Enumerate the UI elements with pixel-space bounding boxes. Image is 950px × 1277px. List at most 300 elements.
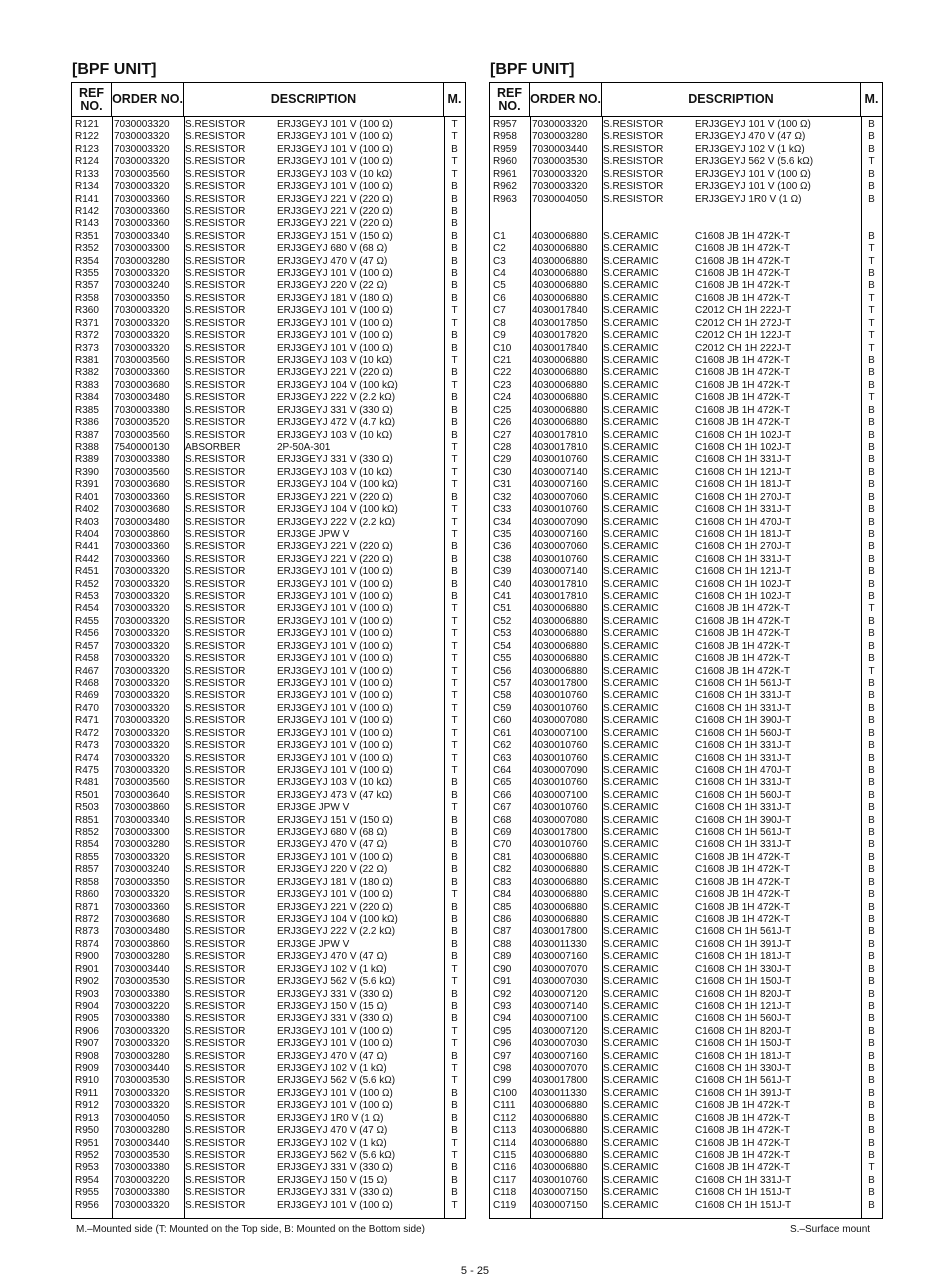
- table-row: [72, 864, 465, 876]
- cell-mounted-side: B: [451, 330, 458, 342]
- cell-description: S.CERAMIC: [603, 230, 659, 242]
- cell-order-no: 7030003560: [114, 355, 170, 367]
- cell-description: S.CERAMIC: [603, 1162, 659, 1174]
- cell-mounted-side: T: [451, 690, 458, 702]
- cell-order-no: 4030007070: [532, 963, 588, 975]
- cell-order-no: 7030003320: [114, 603, 170, 615]
- cell-description: S.RESISTOR: [185, 690, 246, 702]
- cell-spec: ERJ3GEYJ 101 V (100 Ω): [277, 181, 393, 193]
- cell-ref: C98: [493, 1063, 512, 1075]
- cell-spec: ERJ3GEYJ 101 V (100 Ω): [277, 1100, 393, 1112]
- table-row: [72, 951, 465, 963]
- cell-mounted-side: T: [868, 243, 875, 255]
- cell-description: S.CERAMIC: [603, 839, 659, 851]
- table-row: [490, 877, 882, 889]
- cell-ref: R959: [493, 143, 517, 155]
- table-row: [72, 554, 465, 566]
- cell-description: S.CERAMIC: [603, 1038, 659, 1050]
- cell-mounted-side: B: [868, 615, 875, 627]
- cell-spec: ERJ3GEYJ 221 V (220 Ω): [277, 491, 393, 503]
- cell-description: S.RESISTOR: [185, 181, 246, 193]
- table-row: [72, 765, 465, 777]
- right-header-m: M.: [864, 92, 879, 106]
- cell-order-no: 7030003280: [114, 839, 170, 851]
- table-row: [490, 330, 882, 342]
- cell-description: S.CERAMIC: [603, 764, 659, 776]
- cell-order-no: 4030006880: [532, 1162, 588, 1174]
- table-row: [490, 280, 882, 292]
- cell-order-no: 7030003860: [114, 802, 170, 814]
- cell-ref: R384: [75, 392, 99, 404]
- cell-ref: R371: [75, 317, 99, 329]
- cell-spec: ERJ3GEYJ 470 V (47 Ω): [695, 131, 806, 143]
- cell-order-no: 7030003320: [114, 889, 170, 901]
- cell-mounted-side: B: [868, 355, 875, 367]
- cell-mounted-side: B: [868, 851, 875, 863]
- table-row: [490, 380, 882, 392]
- cell-ref: C23: [493, 379, 512, 391]
- cell-order-no: 4030010760: [532, 839, 588, 851]
- right-section-title: [BPF UNIT]: [490, 61, 575, 78]
- cell-order-no: 4030006880: [532, 280, 588, 292]
- cell-spec: C1608 JB 1H 472K-T: [695, 243, 791, 255]
- table-row: [72, 989, 465, 1001]
- cell-mounted-side: B: [868, 764, 875, 776]
- cell-ref: R874: [75, 938, 99, 950]
- cell-spec: ERJ3GEYJ 101 V (100 Ω): [277, 715, 393, 727]
- cell-mounted-side: T: [451, 1063, 458, 1075]
- table-row: [72, 194, 465, 206]
- cell-ref: R134: [75, 181, 99, 193]
- cell-description: S.RESISTOR: [185, 193, 246, 205]
- cell-spec: ERJ3GEYJ 1R0 V (1 Ω): [695, 193, 802, 205]
- cell-order-no: 7030003320: [114, 143, 170, 155]
- cell-description: S.CERAMIC: [603, 1063, 659, 1075]
- cell-description: S.RESISTOR: [185, 342, 246, 354]
- cell-mounted-side: B: [868, 864, 875, 876]
- cell-spec: C1608 CH 1H 331J-T: [695, 752, 792, 764]
- table-row: [490, 926, 882, 938]
- cell-description: S.CERAMIC: [603, 752, 659, 764]
- cell-description: S.RESISTOR: [185, 715, 246, 727]
- cell-ref: C93: [493, 1000, 512, 1012]
- cell-ref: R469: [75, 690, 99, 702]
- cell-mounted-side: B: [451, 591, 458, 603]
- cell-ref: R903: [75, 988, 99, 1000]
- cell-ref: C100: [493, 1087, 517, 1099]
- cell-ref: C57: [493, 677, 512, 689]
- cell-order-no: 7030003340: [114, 230, 170, 242]
- cell-order-no: 4030006880: [532, 355, 588, 367]
- cell-mounted-side: B: [868, 814, 875, 826]
- cell-order-no: 7030003320: [114, 665, 170, 677]
- cell-ref: R960: [493, 156, 517, 168]
- cell-spec: ERJ3GEYJ 331 V (330 Ω): [277, 988, 393, 1000]
- cell-description: S.RESISTOR: [185, 305, 246, 317]
- cell-ref: R481: [75, 777, 99, 789]
- cell-mounted-side: B: [868, 1038, 875, 1050]
- cell-spec: C1608 CH 1H 331J-T: [695, 690, 792, 702]
- table-row: [490, 852, 882, 864]
- cell-mounted-side: B: [451, 876, 458, 888]
- cell-ref: C84: [493, 889, 512, 901]
- cell-spec: ERJ3GEYJ 103 V (10 kΩ): [277, 429, 393, 441]
- cell-order-no: 4030007060: [532, 491, 588, 503]
- cell-description: S.RESISTOR: [185, 1025, 246, 1037]
- cell-spec: C1608 JB 1H 472K-T: [695, 280, 791, 292]
- cell-mounted-side: B: [451, 938, 458, 950]
- cell-ref: C119: [493, 1199, 517, 1211]
- table-row: [72, 939, 465, 951]
- table-row: [490, 1175, 882, 1187]
- cell-ref: R357: [75, 280, 99, 292]
- cell-description: S.RESISTOR: [185, 615, 246, 627]
- table-row: [490, 231, 882, 243]
- cell-mounted-side: B: [451, 827, 458, 839]
- table-row: [72, 268, 465, 280]
- table-row: [490, 1100, 882, 1112]
- cell-ref: R382: [75, 367, 99, 379]
- cell-spec: C2012 CH 1H 222J-T: [695, 305, 792, 317]
- cell-order-no: 4030010760: [532, 553, 588, 565]
- cell-order-no: 7030003320: [114, 752, 170, 764]
- cell-description: S.CERAMIC: [603, 963, 659, 975]
- cell-order-no: 4030006880: [532, 653, 588, 665]
- cell-description: S.CERAMIC: [603, 951, 659, 963]
- cell-spec: ERJ3GEYJ 101 V (100 Ω): [277, 740, 393, 752]
- cell-description: S.CERAMIC: [603, 491, 659, 503]
- cell-ref: R141: [75, 193, 99, 205]
- table-row: [72, 417, 465, 429]
- table-row: [490, 1063, 882, 1075]
- cell-ref: R958: [493, 131, 517, 143]
- cell-ref: R467: [75, 665, 99, 677]
- cell-ref: R871: [75, 901, 99, 913]
- cell-description: S.CERAMIC: [603, 1075, 659, 1087]
- cell-spec: ERJ3GEYJ 331 V (330 Ω): [277, 1187, 393, 1199]
- cell-order-no: 7030003320: [114, 578, 170, 590]
- cell-mounted-side: T: [868, 292, 875, 304]
- cell-description: S.CERAMIC: [603, 528, 659, 540]
- cell-description: S.RESISTOR: [185, 1100, 246, 1112]
- cell-spec: ERJ3GEYJ 101 V (100 Ω): [277, 677, 393, 689]
- cell-order-no: 4030010760: [532, 740, 588, 752]
- cell-ref: C9: [493, 330, 506, 342]
- cell-spec: ERJ3GEYJ 470 V (47 Ω): [277, 1050, 388, 1062]
- cell-order-no: 4030017810: [532, 591, 588, 603]
- cell-order-no: 7030003530: [114, 976, 170, 988]
- table-row: [490, 703, 882, 715]
- cell-ref: R911: [75, 1087, 99, 1099]
- cell-description: S.RESISTOR: [185, 466, 246, 478]
- cell-ref: R402: [75, 504, 99, 516]
- cell-ref: C27: [493, 429, 512, 441]
- cell-spec: C1608 JB 1H 472K-T: [695, 1100, 791, 1112]
- cell-spec: ERJ3GEYJ 562 V (5.6 kΩ): [695, 156, 814, 168]
- cell-spec: ERJ3GEYJ 104 V (100 kΩ): [277, 479, 398, 491]
- cell-mounted-side: B: [868, 1100, 875, 1112]
- cell-spec: C1608 CH 1H 331J-T: [695, 777, 792, 789]
- cell-ref: C89: [493, 951, 512, 963]
- cell-spec: C1608 JB 1H 472K-T: [695, 292, 791, 304]
- cell-mounted-side: B: [868, 715, 875, 727]
- cell-description: S.RESISTOR: [185, 491, 246, 503]
- table-row: [72, 156, 465, 168]
- cell-ref: R963: [493, 193, 517, 205]
- cell-mounted-side: T: [868, 330, 875, 342]
- cell-spec: C1608 CH 1H 391J-T: [695, 1087, 792, 1099]
- cell-spec: ERJ3GEYJ 473 V (47 kΩ): [277, 789, 393, 801]
- table-row: [72, 430, 465, 442]
- cell-description: S.RESISTOR: [185, 1087, 246, 1099]
- cell-order-no: 4030007100: [532, 789, 588, 801]
- cell-order-no: 7030003860: [114, 938, 170, 950]
- cell-ref: R453: [75, 591, 99, 603]
- cell-ref: C4: [493, 268, 506, 280]
- table-row: [72, 616, 465, 628]
- table-row: [72, 964, 465, 976]
- cell-spec: ERJ3GEYJ 221 V (220 Ω): [277, 553, 393, 565]
- cell-mounted-side: B: [868, 404, 875, 416]
- table-row: [490, 839, 882, 851]
- cell-description: S.RESISTOR: [185, 901, 246, 913]
- table-row: [490, 815, 882, 827]
- table-row: [490, 690, 882, 702]
- cell-order-no: 7030003440: [532, 143, 588, 155]
- cell-ref: C85: [493, 901, 512, 913]
- cell-spec: ERJ3GEYJ 104 V (100 kΩ): [277, 504, 398, 516]
- cell-mounted-side: B: [868, 528, 875, 540]
- cell-description: S.RESISTOR: [185, 168, 246, 180]
- table-row: [72, 454, 465, 466]
- cell-ref: C59: [493, 702, 512, 714]
- cell-spec: C1608 JB 1H 472K-T: [695, 628, 791, 640]
- cell-ref: R503: [75, 802, 99, 814]
- cell-order-no: 7030003320: [114, 181, 170, 193]
- cell-ref: R354: [75, 255, 99, 267]
- cell-description: S.CERAMIC: [603, 255, 659, 267]
- table-row: [490, 616, 882, 628]
- cell-ref: R953: [75, 1162, 99, 1174]
- cell-mounted-side: B: [868, 379, 875, 391]
- cell-spec: C1608 CH 1H 331J-T: [695, 802, 792, 814]
- cell-mounted-side: B: [868, 131, 875, 143]
- left-parts-table: [71, 82, 466, 1219]
- table-row: [490, 591, 882, 603]
- cell-ref: R951: [75, 1137, 99, 1149]
- table-row: [490, 343, 882, 355]
- cell-spec: C1608 JB 1H 472K-T: [695, 404, 791, 416]
- cell-description: S.CERAMIC: [603, 640, 659, 652]
- cell-spec: ERJ3GEYJ 221 V (220 Ω): [277, 218, 393, 230]
- right-table-body: [490, 119, 882, 1212]
- cell-order-no: 4030007150: [532, 1187, 588, 1199]
- cell-description: S.RESISTOR: [185, 827, 246, 839]
- cell-description: S.CERAMIC: [603, 814, 659, 826]
- cell-order-no: 4030006880: [532, 230, 588, 242]
- cell-order-no: 7030003680: [114, 504, 170, 516]
- cell-order-no: 7030003320: [114, 764, 170, 776]
- cell-order-no: 4030007080: [532, 715, 588, 727]
- cell-ref: C31: [493, 479, 512, 491]
- cell-spec: ERJ3GEYJ 220 V (22 Ω): [277, 864, 388, 876]
- cell-ref: C36: [493, 541, 512, 553]
- cell-order-no: 4030017850: [532, 317, 588, 329]
- cell-mounted-side: B: [868, 690, 875, 702]
- table-row: [490, 430, 882, 442]
- cell-spec: ERJ3GEYJ 101 V (100 Ω): [277, 143, 393, 155]
- table-row: [72, 492, 465, 504]
- cell-description: S.RESISTOR: [185, 1174, 246, 1186]
- table-row: [72, 591, 465, 603]
- cell-spec: C1608 CH 1H 181J-T: [695, 528, 792, 540]
- cell-spec: C1608 JB 1H 472K-T: [695, 851, 791, 863]
- cell-description: S.RESISTOR: [185, 429, 246, 441]
- cell-spec: C1608 JB 1H 472K-T: [695, 1112, 791, 1124]
- table-row: [490, 181, 882, 193]
- cell-spec: C1608 CH 1H 102J-T: [695, 578, 792, 590]
- cell-mounted-side: B: [451, 205, 458, 217]
- cell-mounted-side: B: [868, 1025, 875, 1037]
- table-row: [490, 864, 882, 876]
- cell-order-no: 7030003360: [114, 491, 170, 503]
- cell-mounted-side: B: [451, 417, 458, 429]
- cell-mounted-side: B: [451, 392, 458, 404]
- cell-description: S.RESISTOR: [185, 566, 246, 578]
- cell-spec: ERJ3GEYJ 101 V (100 Ω): [277, 615, 393, 627]
- table-row: [490, 144, 882, 156]
- cell-spec: C1608 CH 1H 270J-T: [695, 541, 792, 553]
- cell-ref: R910: [75, 1075, 99, 1087]
- cell-mounted-side: B: [451, 566, 458, 578]
- cell-order-no: 4030017800: [532, 926, 588, 938]
- left-header-m: M.: [447, 92, 462, 106]
- right-header-order: ORDER NO.: [530, 83, 602, 116]
- cell-order-no: 4030006880: [532, 1112, 588, 1124]
- table-row: [72, 392, 465, 404]
- cell-mounted-side: B: [868, 702, 875, 714]
- cell-mounted-side: B: [868, 677, 875, 689]
- cell-order-no: 4030006880: [532, 640, 588, 652]
- cell-order-no: 7030003320: [114, 119, 170, 130]
- cell-ref: C40: [493, 578, 512, 590]
- cell-ref: R857: [75, 864, 99, 876]
- cell-ref: C39: [493, 566, 512, 578]
- cell-spec: C1608 CH 1H 330J-T: [695, 963, 792, 975]
- cell-order-no: 4030017810: [532, 441, 588, 453]
- cell-description: S.CERAMIC: [603, 665, 659, 677]
- cell-mounted-side: B: [868, 640, 875, 652]
- cell-ref: C24: [493, 392, 512, 404]
- cell-mounted-side: B: [868, 1063, 875, 1075]
- cell-description: S.CERAMIC: [603, 864, 659, 876]
- table-row: [72, 380, 465, 392]
- table-row: [72, 889, 465, 901]
- table-row: [490, 1138, 882, 1150]
- cell-order-no: 7030003320: [114, 268, 170, 280]
- table-row: [490, 1075, 882, 1087]
- cell-spec: ERJ3GEYJ 101 V (100 Ω): [277, 603, 393, 615]
- cell-mounted-side: B: [868, 181, 875, 193]
- cell-mounted-side: T: [451, 677, 458, 689]
- cell-description: S.CERAMIC: [603, 740, 659, 752]
- cell-ref: R913: [75, 1112, 99, 1124]
- cell-mounted-side: B: [868, 441, 875, 453]
- cell-description: S.RESISTOR: [185, 1000, 246, 1012]
- cell-mounted-side: T: [451, 615, 458, 627]
- cell-ref: R900: [75, 951, 99, 963]
- cell-description: S.CERAMIC: [603, 777, 659, 789]
- cell-description: S.RESISTOR: [185, 740, 246, 752]
- cell-order-no: 7030003320: [114, 628, 170, 640]
- cell-mounted-side: B: [868, 876, 875, 888]
- table-row: [72, 169, 465, 181]
- cell-spec: ERJ3GEYJ 101 V (100 Ω): [277, 851, 393, 863]
- cell-description: S.RESISTOR: [185, 143, 246, 155]
- table-row: [490, 1088, 882, 1100]
- cell-order-no: 7030003320: [114, 317, 170, 329]
- cell-ref: C81: [493, 851, 512, 863]
- cell-description: S.CERAMIC: [603, 578, 659, 590]
- table-row: [72, 1125, 465, 1137]
- cell-order-no: 7030003530: [532, 156, 588, 168]
- table-row: [490, 119, 882, 131]
- cell-spec: ERJ3GEYJ 101 V (100 Ω): [277, 889, 393, 901]
- cell-ref: R360: [75, 305, 99, 317]
- cell-description: S.RESISTOR: [185, 938, 246, 950]
- cell-spec: ERJ3GEYJ 680 V (68 Ω): [277, 243, 388, 255]
- cell-spec: ERJ3GEYJ 101 V (100 Ω): [277, 640, 393, 652]
- cell-spec: 2P-50A-301: [277, 441, 331, 453]
- cell-order-no: 4030006880: [532, 1137, 588, 1149]
- cell-ref: R851: [75, 814, 99, 826]
- cell-spec: ERJ3GEYJ 222 V (2.2 kΩ): [277, 392, 396, 404]
- cell-description: S.CERAMIC: [603, 553, 659, 565]
- cell-ref: C62: [493, 740, 512, 752]
- cell-spec: C1608 CH 1H 820J-T: [695, 1025, 792, 1037]
- table-row: [72, 678, 465, 690]
- cell-description: S.CERAMIC: [603, 305, 659, 317]
- cell-order-no: 4030017800: [532, 677, 588, 689]
- cell-spec: ERJ3GEYJ 101 V (100 Ω): [695, 181, 811, 193]
- cell-description: S.CERAMIC: [603, 628, 659, 640]
- cell-mounted-side: T: [451, 305, 458, 317]
- cell-spec: ERJ3GEYJ 181 V (180 Ω): [277, 292, 393, 304]
- cell-order-no: 7030003240: [114, 864, 170, 876]
- cell-mounted-side: T: [451, 653, 458, 665]
- cell-mounted-side: B: [868, 976, 875, 988]
- left-header-description: DESCRIPTION: [184, 83, 444, 116]
- table-row: [72, 1038, 465, 1050]
- cell-ref: R901: [75, 963, 99, 975]
- cell-description: S.CERAMIC: [603, 1087, 659, 1099]
- cell-order-no: 7030003380: [114, 1162, 170, 1174]
- cell-order-no: 7030003530: [114, 1075, 170, 1087]
- cell-description: S.CERAMIC: [603, 802, 659, 814]
- cell-mounted-side: B: [451, 839, 458, 851]
- cell-spec: C1608 CH 1H 561J-T: [695, 677, 792, 689]
- cell-spec: C1608 CH 1H 561J-T: [695, 1075, 792, 1087]
- cell-description: S.RESISTOR: [185, 802, 246, 814]
- cell-description: S.CERAMIC: [603, 976, 659, 988]
- table-row: [72, 144, 465, 156]
- cell-mounted-side: B: [451, 553, 458, 565]
- cell-order-no: 4030007090: [532, 764, 588, 776]
- cell-spec: ERJ3GEYJ 103 V (10 kΩ): [277, 168, 393, 180]
- table-row: [72, 479, 465, 491]
- cell-description: S.CERAMIC: [603, 926, 659, 938]
- cell-spec: C1608 CH 1H 121J-T: [695, 1000, 792, 1012]
